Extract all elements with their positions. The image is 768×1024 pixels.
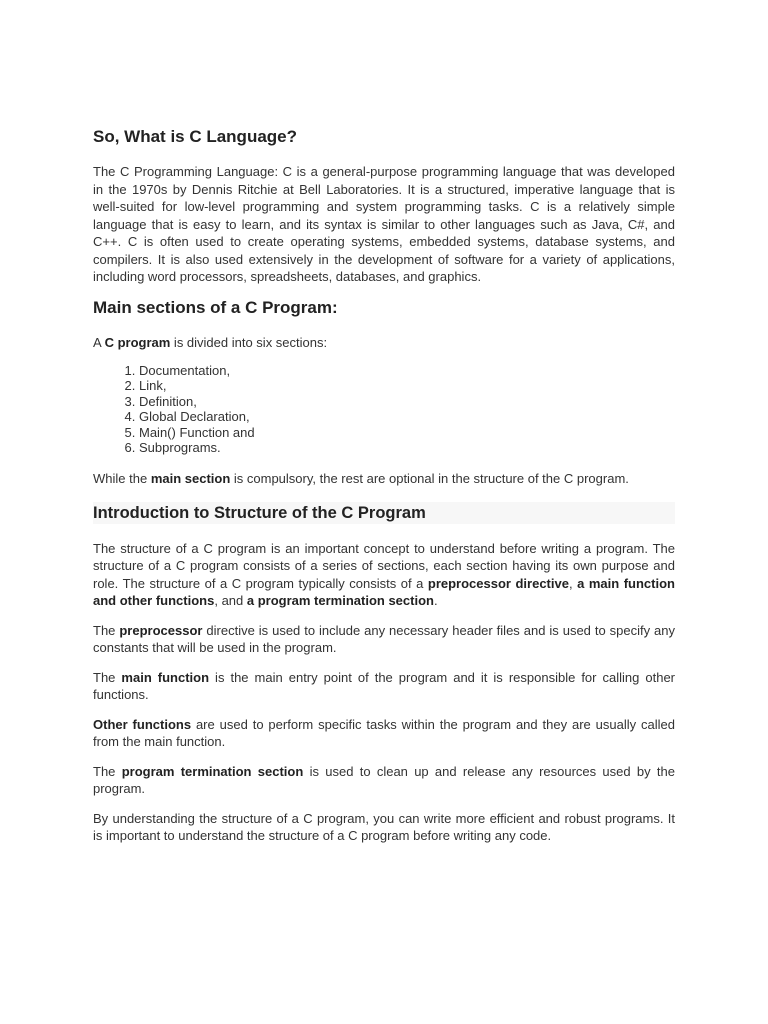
bold-main-section: main section [150, 471, 231, 487]
list-item: 5. Main() Function and [139, 425, 675, 440]
paragraph-termination: The program termination section is used to clean up and release any resources used by the program. [93, 763, 675, 797]
heading-intro-structure: Introduction to Structure of the C Program [93, 502, 675, 524]
bold-other-functions: Other functions [93, 716, 192, 732]
paragraph-c-language: The C Programming Language: C is a general-purpose programming language that was developed in the 1970s by Dennis Ritchie at Bell Laboratories. It is a structured, imperative language that is well-suited for low-level programming and system programming tasks. C is a relatively simple language that is easy to learn, and its syntax is similar to other languages such as Java, C#, and C++. C is often used to create operating systems, embedded systems, database systems, and compilers. It is also used extensively in the development of software for a variety of applications, including word processors, spreadsheets, databases, and graphics. [93, 164, 675, 284]
sections-list [93, 363, 675, 455]
list-item: 6. Subprograms. [139, 440, 675, 455]
bold-program-termination-section: program termination section [121, 763, 304, 779]
list-item: 3. Definition, [139, 394, 675, 409]
heading-main-sections: Main sections of a C Program: [93, 297, 338, 317]
paragraph-structure-overview: The structure of a C program is an important concept to understand before writing a program. The structure of a C program consists of a series of sections, each section having its own purpose and role. The structure of a C program typically consists of a preprocessor directive, a main function and other functions, and a program termination section. [93, 540, 675, 609]
paragraph-preprocessor: The preprocessor directive is used to include any necessary header files and is used to specify any constants that will be used in the program. [93, 622, 675, 656]
paragraph-conclusion: By understanding the structure of a C program, you can write more efficient and robust programs. It is important to understand the structure of a C program before writing any code. [93, 810, 675, 844]
bold-main-function: main function [121, 669, 210, 685]
bold-main-and-other-functions: a main function and other functions [93, 575, 675, 609]
bold-termination-section: a program termination section [246, 593, 434, 609]
paragraph-sections-intro: A C program is divided into six sections: [93, 334, 328, 350]
bold-preprocessor-directive: preprocessor directive [427, 575, 569, 591]
list-item: 2. Link, [139, 378, 675, 393]
list-item: 1. Documentation, [139, 363, 675, 378]
paragraph-main-function: The main function is the main entry point of the program and it is responsible for calling other functions. [93, 669, 676, 703]
paragraph-main-section-compulsory: While the main section is compulsory, the rest are optional in the structure of the C program. [93, 471, 629, 487]
bold-preprocessor: preprocessor [119, 622, 203, 638]
bold-c-program: C program [104, 334, 171, 350]
article-content [93, 127, 675, 857]
list-item: 4. Global Declaration, [139, 409, 675, 424]
paragraph-other-functions: Other functions are used to perform specific tasks within the program and they are usually called from the main function. [93, 716, 675, 750]
heading-what-is-c: So, What is C Language? [93, 127, 298, 146]
